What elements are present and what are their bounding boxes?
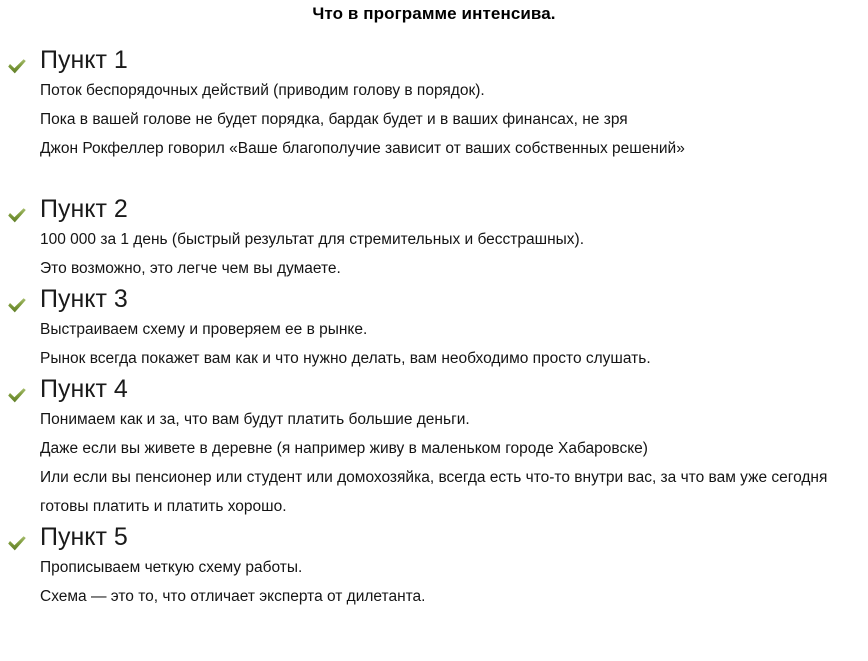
green-check-icon bbox=[7, 52, 27, 70]
green-check-icon bbox=[7, 381, 27, 399]
item-lines bbox=[40, 553, 868, 611]
item-heading-text: Пункт 5 bbox=[40, 523, 128, 551]
item-heading-wrapper bbox=[40, 521, 868, 553]
item-line: Пока в вашей голове не будет порядка, бардак будет и в ваших финансах, не зря bbox=[40, 111, 628, 128]
green-check-icon bbox=[7, 291, 27, 309]
list-item bbox=[0, 521, 868, 611]
item-line: Джон Рокфеллер говорил «Ваше благополучие зависит от ваших собственных решений» bbox=[40, 140, 685, 157]
item-line: Прописываем четкую схему работы. bbox=[40, 559, 303, 576]
item-heading-wrapper bbox=[40, 283, 868, 315]
item-line: Поток беспорядочных действий (приводим голову в порядок). bbox=[40, 82, 485, 99]
green-check-icon bbox=[7, 529, 27, 547]
item-lines bbox=[40, 76, 868, 163]
list-item bbox=[0, 44, 868, 163]
item-line: 100 000 за 1 день (быстрый результат для стремительных и бесстрашных). bbox=[40, 231, 584, 248]
item-line: Понимаем как и за, что вам будут платить большие деньги. bbox=[40, 411, 470, 428]
item-heading-text: Пункт 1 bbox=[40, 46, 128, 74]
item-heading-text: Пункт 4 bbox=[40, 375, 128, 403]
list-item bbox=[0, 193, 868, 283]
list-item bbox=[0, 283, 868, 373]
program-items-list bbox=[0, 44, 868, 611]
item-heading-wrapper bbox=[40, 44, 868, 76]
page-title: Что в программе интенсива. bbox=[312, 4, 556, 23]
item-lines bbox=[40, 315, 868, 373]
item-line: Или если вы пенсионер или студент или домохозяйка, всегда есть что-то внутри вас, за что вам уже сегодня готовы платить и платить хорошо. bbox=[40, 469, 828, 515]
list-item bbox=[0, 373, 868, 521]
item-heading-text: Пункт 2 bbox=[40, 195, 128, 223]
item-heading-text: Пункт 3 bbox=[40, 285, 128, 313]
green-check-icon bbox=[7, 201, 27, 219]
item-heading-wrapper bbox=[40, 193, 868, 225]
item-line: Даже если вы живете в деревне (я например живу в маленьком городе Хабаровске) bbox=[40, 440, 648, 457]
item-line: Схема — это то, что отличает эксперта от дилетанта. bbox=[40, 588, 426, 605]
item-line: Рынок всегда покажет вам как и что нужно делать, вам необходимо просто слушать. bbox=[40, 350, 651, 367]
item-heading-wrapper bbox=[40, 373, 868, 405]
item-line: Выстраиваем схему и проверяем ее в рынке. bbox=[40, 321, 368, 338]
item-lines bbox=[40, 405, 868, 521]
item-lines bbox=[40, 225, 868, 283]
item-line: Это возможно, это легче чем вы думаете. bbox=[40, 260, 341, 277]
